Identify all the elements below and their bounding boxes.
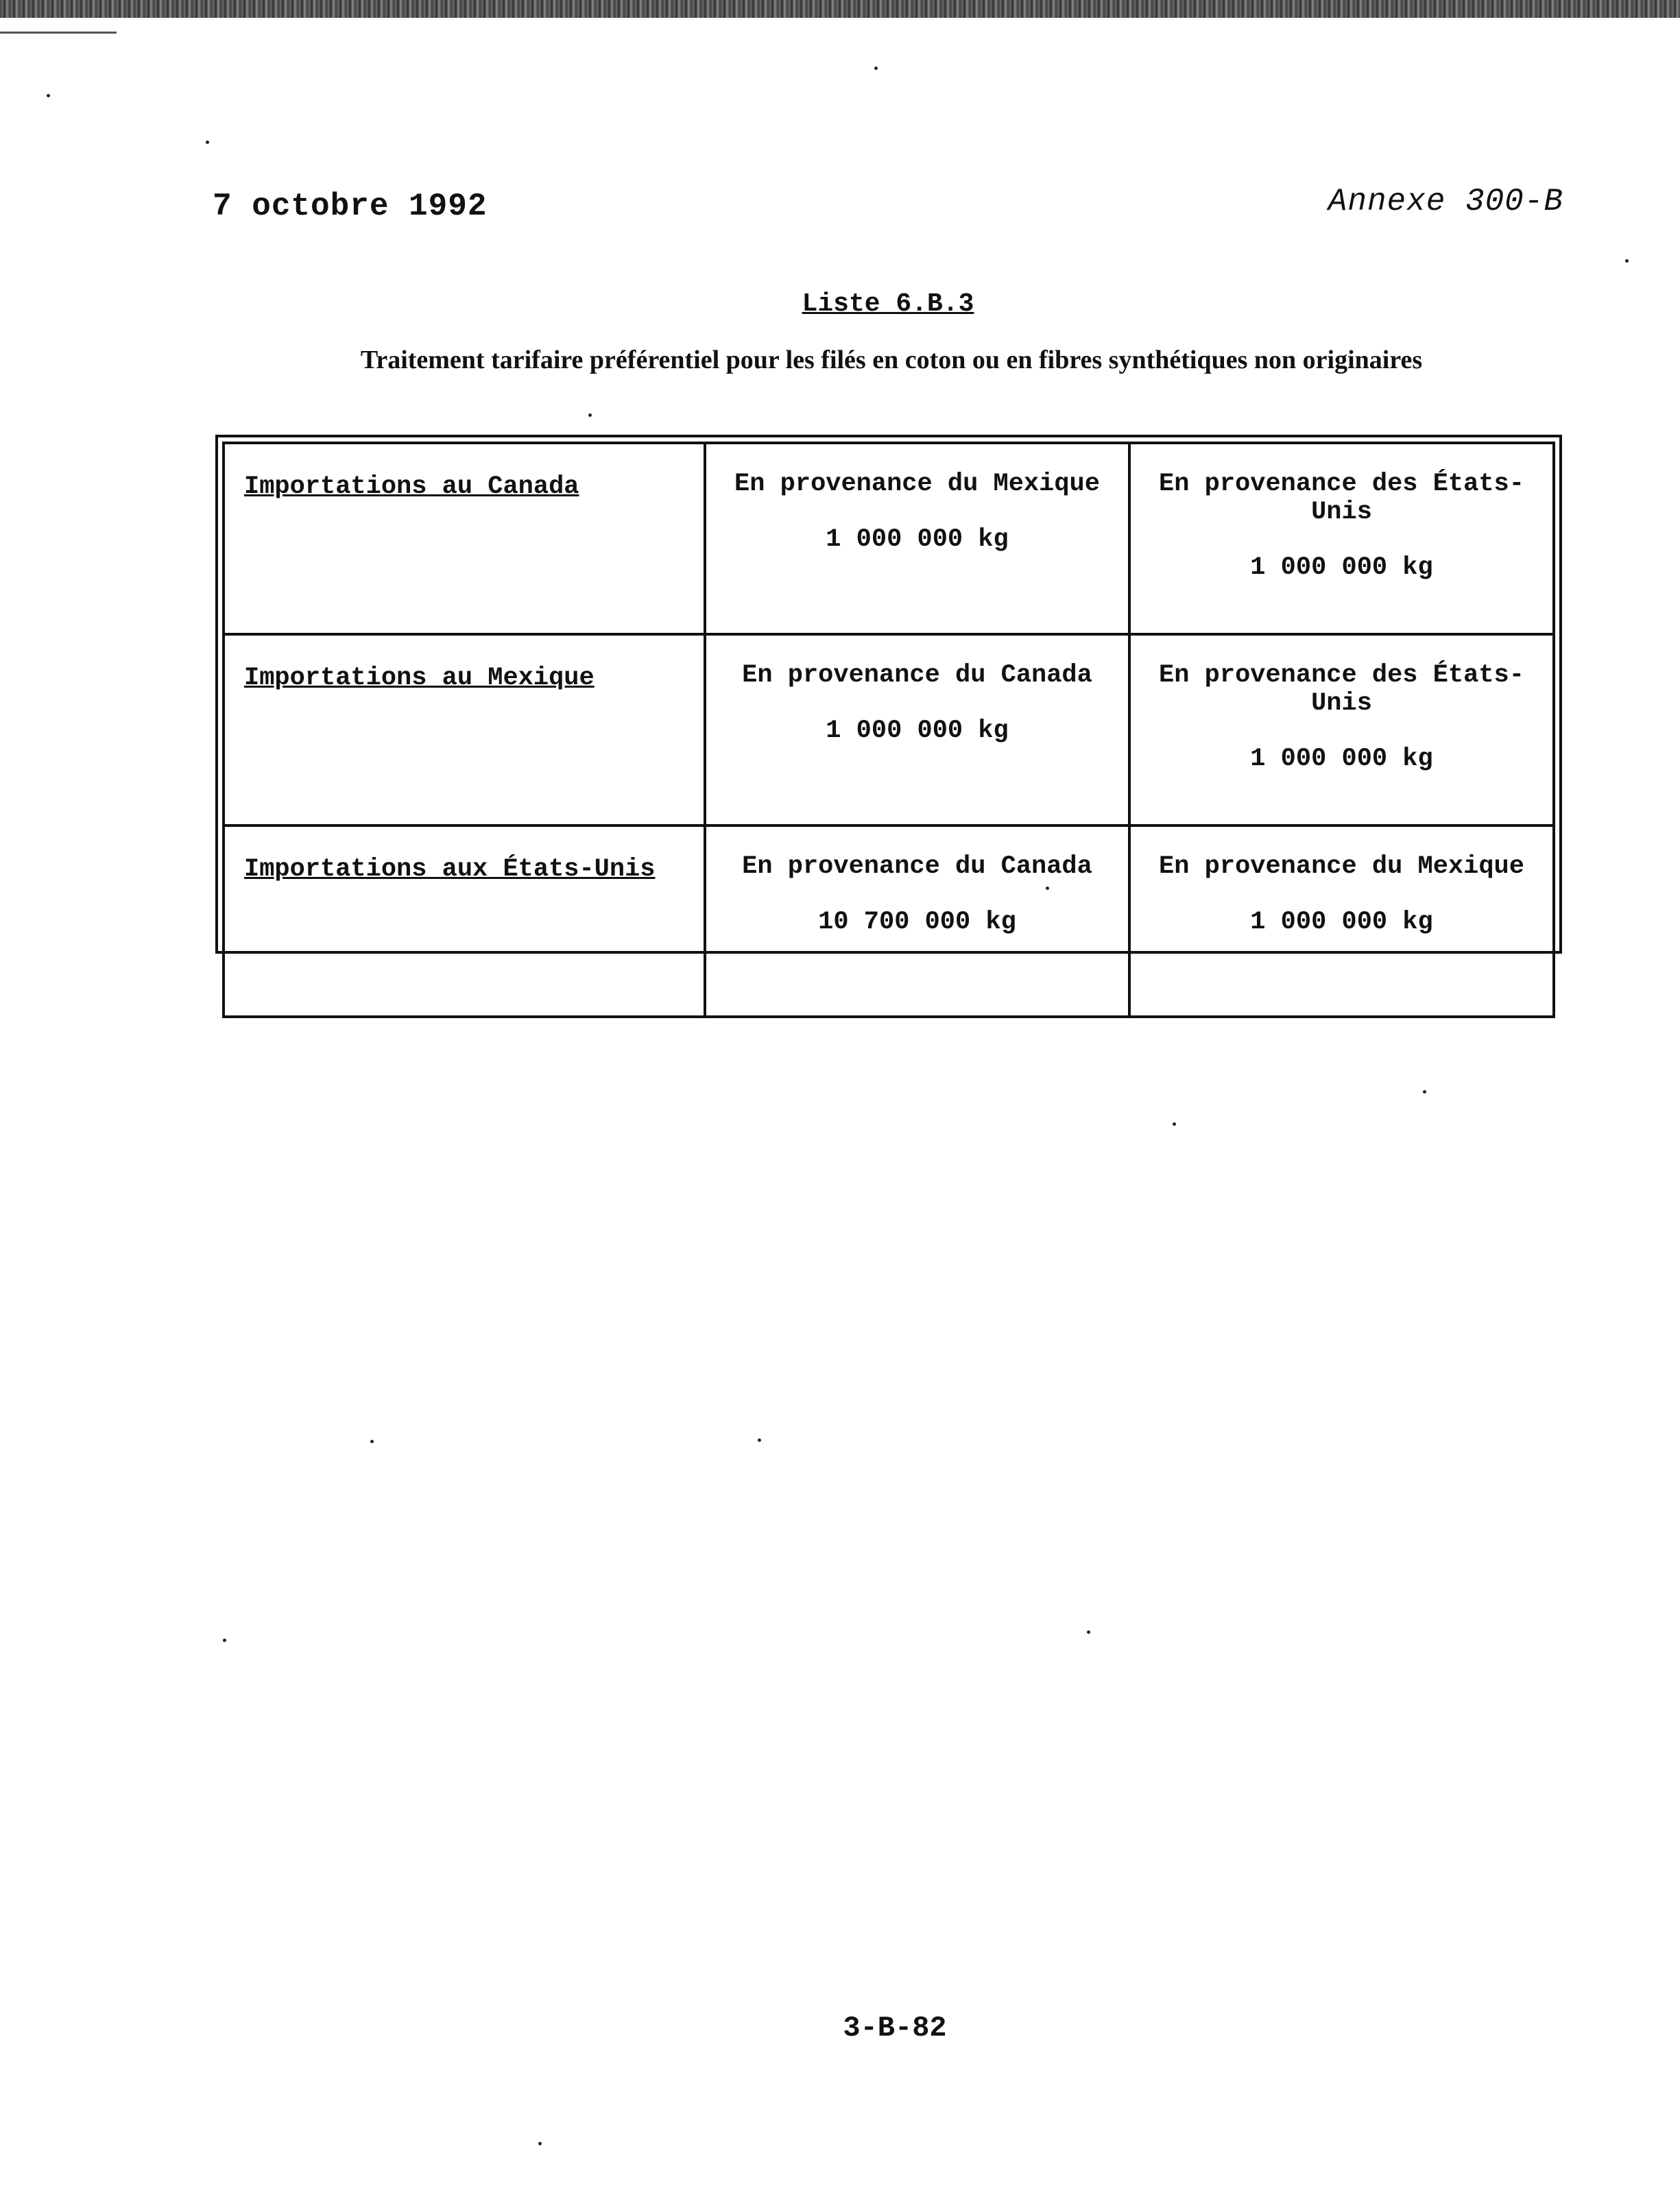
origin-label: En provenance des États-Unis: [1159, 661, 1524, 718]
origin-label: En provenance des États-Unis: [1159, 470, 1524, 527]
quantity-value: 1 000 000 kg: [1250, 745, 1433, 773]
scan-speck: [223, 1639, 226, 1642]
annex-reference: Annexe 300-B: [1328, 184, 1563, 219]
scan-speck: [758, 1438, 761, 1442]
scan-speck: [1423, 1090, 1426, 1094]
quota-table-frame: [215, 435, 1562, 954]
table-row: [224, 634, 1554, 825]
scan-speck: [1087, 1630, 1090, 1634]
origin-label: En provenance du Mexique: [1159, 852, 1524, 881]
table-cell: [1129, 443, 1554, 634]
scan-speck: [874, 67, 878, 70]
quantity-value: 10 700 000 kg: [818, 908, 1016, 937]
scan-artifact-band: [0, 0, 1680, 18]
scan-artifact-line: [0, 32, 117, 34]
schedule-title: Liste 6.B.3: [802, 289, 974, 319]
quantity-value: 1 000 000 kg: [1250, 553, 1433, 582]
scan-speck: [588, 413, 592, 417]
table-row: [224, 443, 1554, 634]
scan-speck: [1625, 259, 1629, 263]
row-header-mexique: Importations au Mexique: [224, 634, 705, 825]
scan-speck: [1046, 887, 1049, 890]
document-date: 7 octobre 1992: [213, 189, 488, 224]
page-number: 3-B-82: [843, 2012, 947, 2045]
table-row: [224, 825, 1554, 1017]
origin-label: En provenance du Mexique: [734, 470, 1100, 498]
scan-speck: [1173, 1122, 1176, 1126]
origin-label: En provenance du Canada: [742, 852, 1092, 881]
scan-speck: [47, 94, 50, 97]
table-cell: [705, 443, 1129, 634]
table-cell: [705, 825, 1129, 1017]
table-cell: [705, 634, 1129, 825]
row-header-canada: Importations au Canada: [224, 443, 705, 634]
scan-speck: [206, 141, 209, 144]
quantity-value: 1 000 000 kg: [826, 525, 1009, 554]
scan-speck: [538, 2142, 542, 2145]
quantity-value: 1 000 000 kg: [826, 716, 1009, 745]
quota-table: [222, 442, 1555, 1018]
quantity-value: 1 000 000 kg: [1250, 908, 1433, 937]
scan-speck: [370, 1440, 374, 1443]
origin-label: En provenance du Canada: [742, 661, 1092, 690]
table-cell: [1129, 634, 1554, 825]
table-cell: [1129, 825, 1554, 1017]
row-header-etats-unis: Importations aux États-Unis: [224, 825, 705, 1017]
schedule-subtitle: Traitement tarifaire préférentiel pour les filés en coton ou en fibres synthétiques non originaires: [360, 346, 1423, 374]
